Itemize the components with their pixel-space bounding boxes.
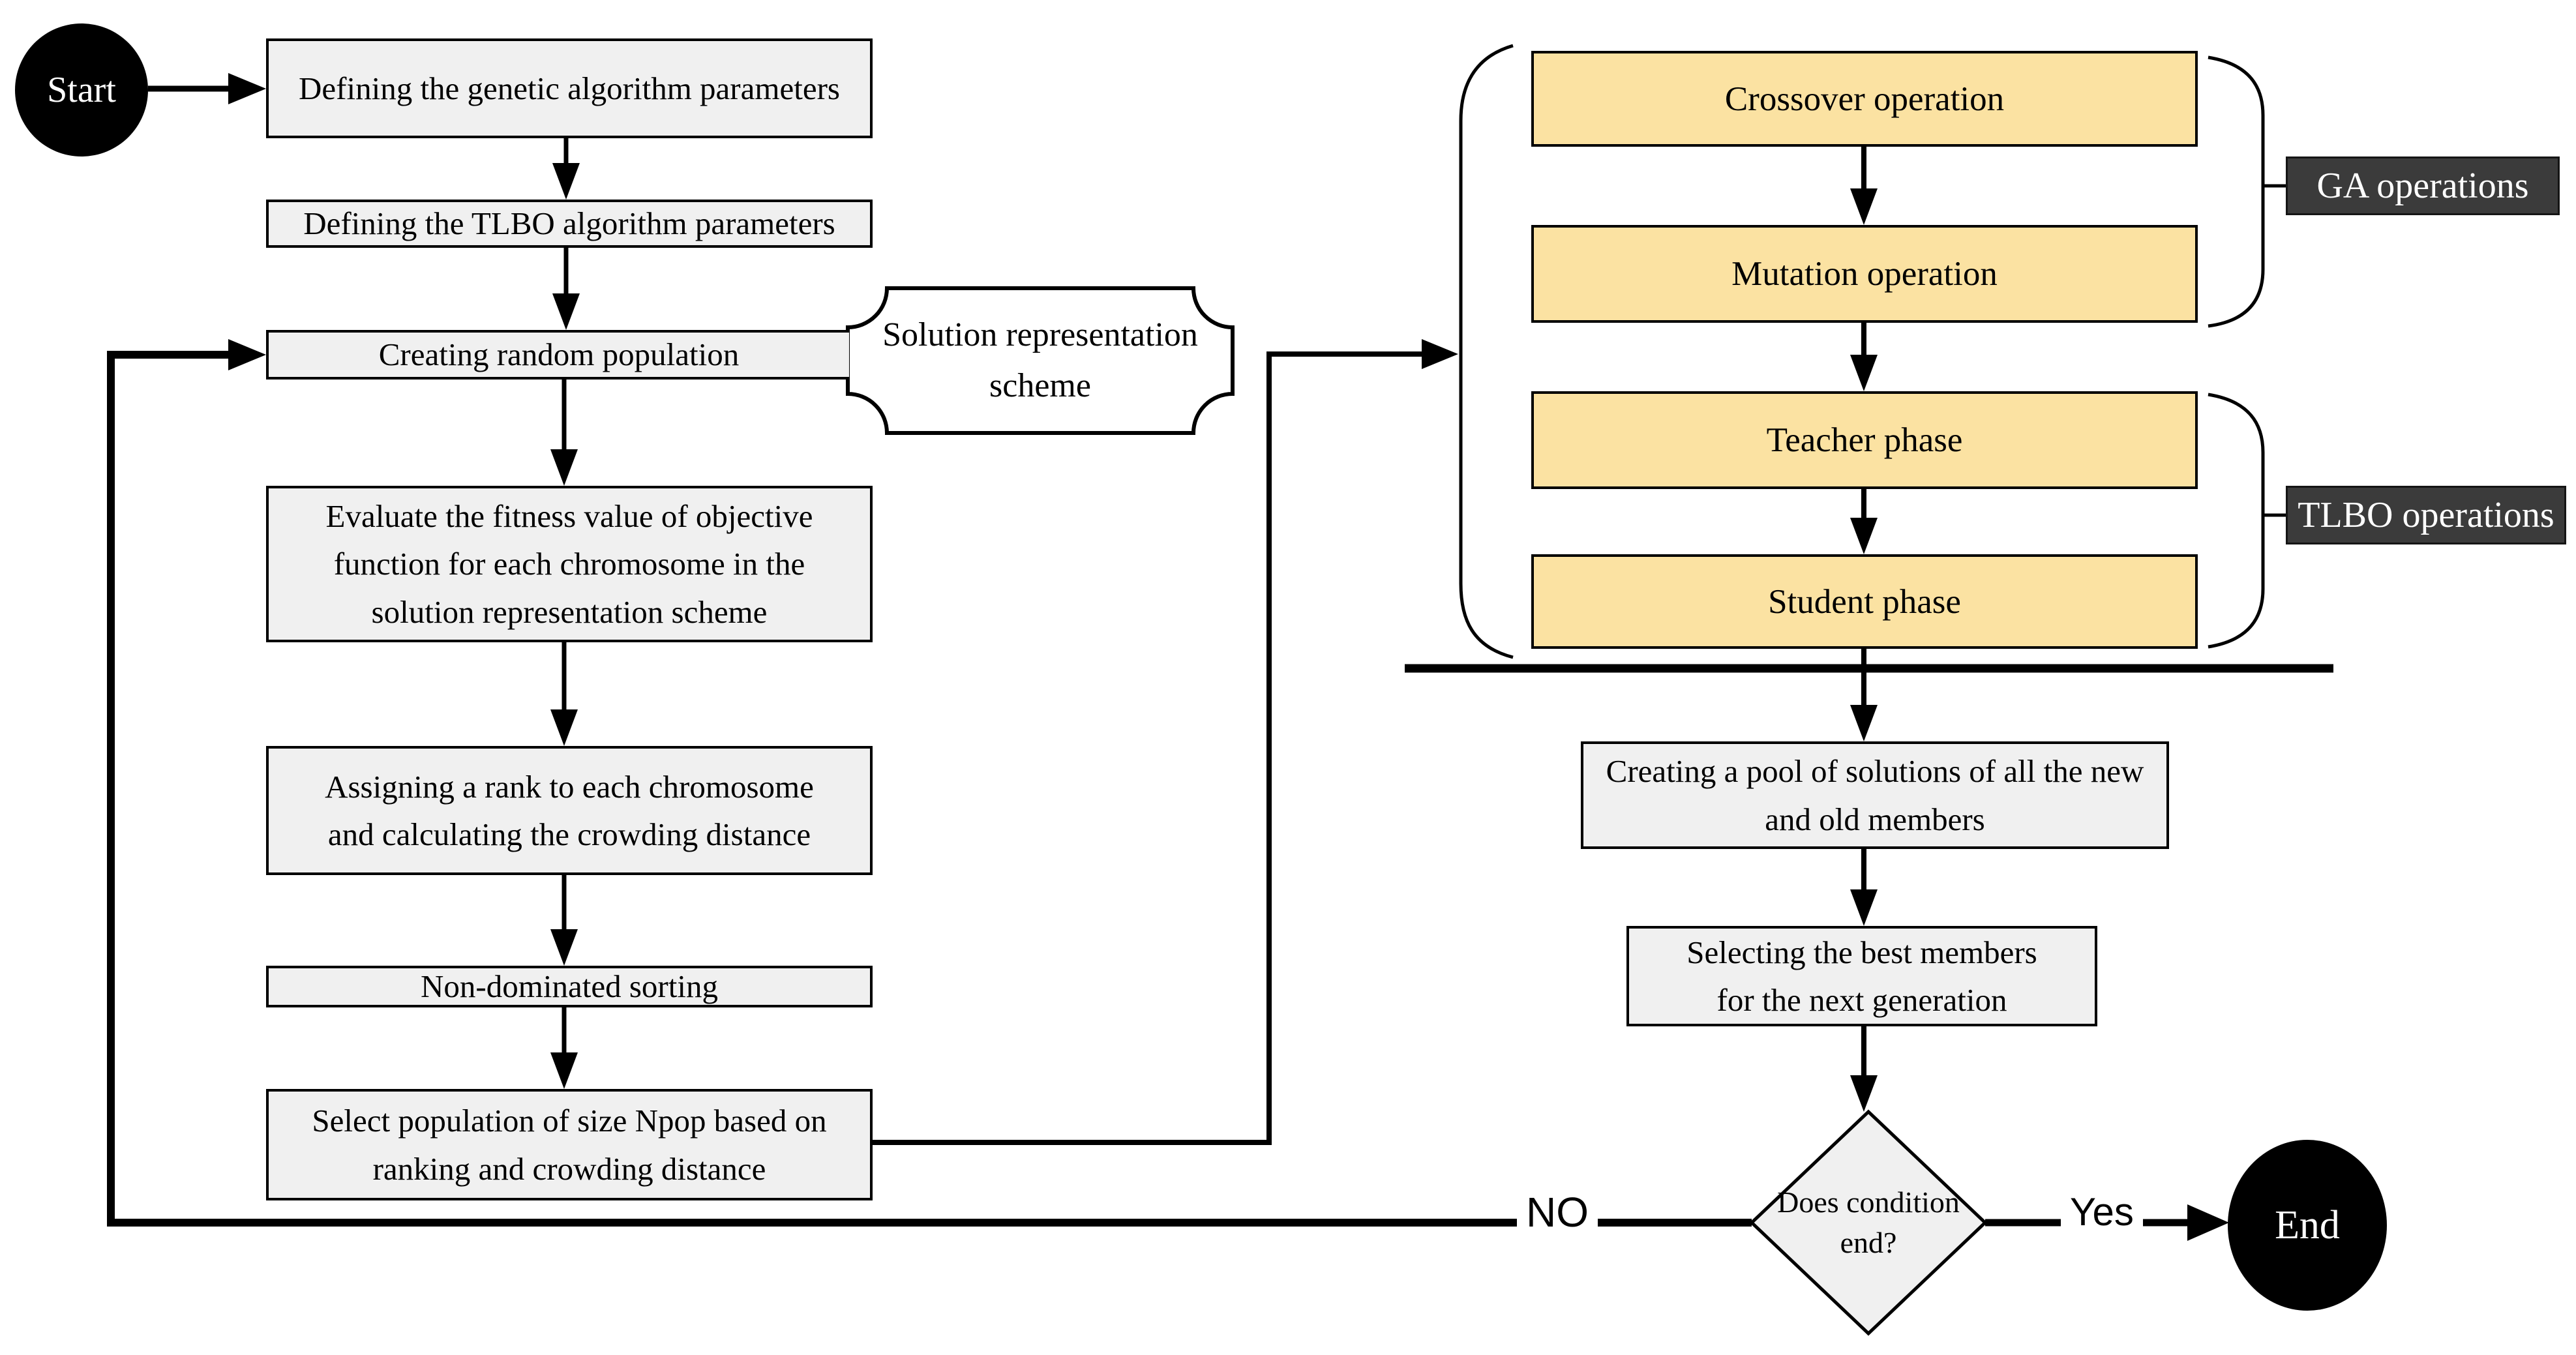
create-population-label: Creating random population: [378, 336, 740, 373]
start-label: Start: [47, 70, 116, 110]
mutation-label: Mutation operation: [1731, 255, 1998, 293]
arrowhead: [552, 163, 580, 200]
non-dominated-sorting-box: [266, 966, 873, 1007]
ga-group-brace: [2208, 57, 2263, 326]
arrowhead: [550, 1052, 578, 1089]
arrowhead: [2187, 1204, 2229, 1241]
define-tlbo-label: Defining the TLBO algorithm parameters: [303, 205, 835, 242]
student-label: Student phase: [1768, 582, 1961, 621]
arrowhead: [550, 929, 578, 966]
arrowhead: [228, 73, 266, 104]
ga-operations-group-label: [2286, 156, 2560, 215]
arrowhead: [228, 339, 266, 370]
non-dominated-sorting-label: Non-dominated sorting: [421, 968, 718, 1005]
teacher-label: Teacher phase: [1766, 421, 1963, 459]
select-best-members-label: Selecting the best members for the next generation: [1686, 934, 2037, 1018]
student-phase-box: [1531, 554, 2198, 649]
teacher-phase-box: [1531, 391, 2198, 489]
decision-text: [1754, 1154, 1983, 1291]
assign-rank-box: [266, 746, 873, 875]
arrowhead: [1850, 518, 1878, 554]
arrowhead: [550, 709, 578, 746]
annotation-plaque-text: [854, 295, 1226, 426]
start-terminator: [15, 23, 148, 156]
yes-text: Yes: [2070, 1190, 2134, 1234]
tlbo-group-brace: [2208, 395, 2263, 647]
tlbo-operations-text: TLBO operations: [2298, 495, 2554, 535]
evaluate-fitness-box: [266, 486, 873, 642]
yes-edge-label: [2061, 1185, 2143, 1238]
end-label: End: [2275, 1202, 2340, 1247]
annotation-label: Solution representation scheme: [882, 316, 1198, 404]
arrowhead: [1850, 188, 1878, 225]
assign-rank-label: Assigning a rank to each chromosome and calculating the crowding distance: [325, 768, 814, 852]
select-population-box: [266, 1089, 873, 1200]
no-edge-label: [1517, 1184, 1598, 1240]
arrowhead: [1422, 339, 1458, 369]
end-terminator: [2228, 1140, 2387, 1311]
mutation-operation-box: [1531, 225, 2198, 323]
arrowhead: [1850, 1075, 1878, 1112]
arrowhead: [1850, 889, 1878, 926]
pool-of-solutions-box: [1581, 741, 2169, 849]
crossover-operation-box: [1531, 51, 2198, 147]
left-group-brace: [1461, 46, 1513, 657]
pool-of-solutions-label: Creating a pool of solutions of all the new and old members: [1606, 753, 2144, 837]
define-ga-label: Defining the genetic algorithm parameters: [299, 70, 840, 106]
arrowhead: [1850, 705, 1878, 741]
define-tlbo-box: [266, 200, 873, 248]
define-ga-box: [266, 38, 873, 138]
decision-line1: Does condition: [1777, 1185, 1960, 1219]
arrowhead: [552, 293, 580, 330]
no-text: NO: [1526, 1189, 1589, 1236]
select-population-label: Select population of size Npop based on ranking and crowding distance: [312, 1103, 827, 1187]
evaluate-fitness-label: Evaluate the fitness value of objective function for each chromosome in the solution representation scheme: [325, 498, 813, 630]
arrowhead: [1850, 355, 1878, 391]
arrowhead: [550, 449, 578, 486]
decision-line2: end?: [1840, 1226, 1897, 1259]
ga-operations-text: GA operations: [2316, 166, 2529, 206]
tlbo-operations-group-label: [2286, 486, 2566, 544]
select-best-members-box: [1626, 926, 2097, 1026]
edge-select-to-ga-group: [873, 354, 1422, 1142]
crossover-label: Crossover operation: [1724, 80, 2005, 118]
create-population-box: [266, 330, 849, 380]
